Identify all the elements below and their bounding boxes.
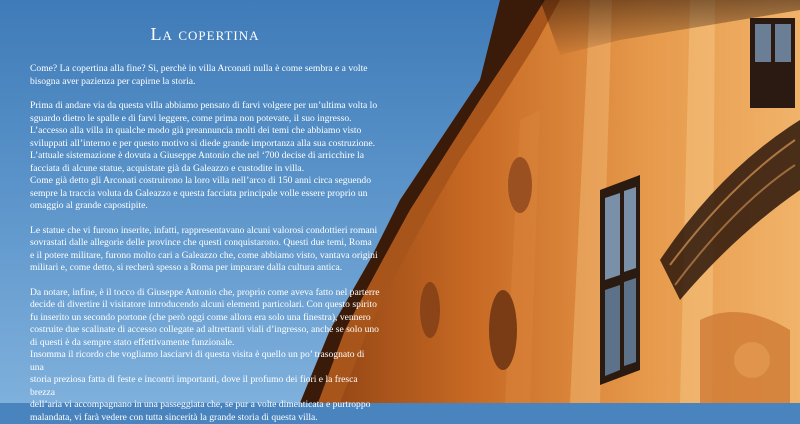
paragraph-conclusione (30, 287, 380, 424)
text-panel (30, 0, 380, 403)
text-line: omaggio al grande capostipite. (30, 200, 380, 213)
text-line: L’accesso alla villa in qualche modo già preannuncia molti dei temi che abbiamo visto (30, 125, 380, 138)
text-line: fu inserito un secondo portone (che però oggi come allora era solo una finestra), vennero (30, 312, 380, 325)
text-line: storia preziosa fatta di feste e incontri importanti, dove il profumo dei fiori e la fresca brezza (30, 374, 380, 399)
text-line: sempre la traccia voluta da Galeazzo e questa facciata principale volle essere proprio un (30, 188, 380, 201)
paragraph-ingresso (30, 100, 380, 213)
text-line: malandata, vi farà vedere con tutta sincerità la grande storia di questa villa. (30, 412, 380, 424)
text-line: Insomma il ricordo che vogliamo lasciarvi di questa visita è quello un po’ trasognato di una (30, 349, 380, 374)
text-line: bisogna aver pazienza per capirne la storia. (30, 76, 380, 89)
paragraph-intro (30, 63, 380, 88)
text-line: e il potere militare, furono molto cari a Galeazzo che, come abbiamo visto, vantava origini (30, 250, 380, 263)
text-line: facciata di alcune statue, acquistate già da Galeazzo e custodite in villa. (30, 163, 380, 176)
text-line: sviluppati all’interno e per questo motivo si diede grande importanza alla sua costruzione. (30, 138, 380, 151)
text-line: L’attuale sistemazione è dovuta a Giuseppe Antonio che nel ‘700 decise di arricchire la (30, 150, 380, 163)
text-line: sovrastati dalle allegorie delle province che questi conquistarono. Questi due temi, Roma (30, 237, 380, 250)
text-line: Prima di andare via da questa villa abbiamo pensato di farvi volgere per un’ultima volta lo (30, 100, 380, 113)
text-line: decide di divertire il visitatore introducendo alcuni elementi particolari. Con questo spirito (30, 299, 380, 312)
text-line: dell’aria vi accompagnano in una passeggiata che, se pur a volte dimenticata e purtroppo (30, 399, 380, 412)
paragraph-statue (30, 225, 380, 275)
text-line: Da notare, infine, è il tocco di Giuseppe Antonio che, proprio come aveva fatto nel parterre (30, 287, 380, 300)
page-title: La copertina (30, 24, 380, 45)
text-line: costruite due scalinate di accesso collegate ad altrettanti viali d’ingresso, anche se solo uno (30, 324, 380, 337)
text-line: Le statue che vi furono inserite, infatti, rappresentavano alcuni valorosi condottieri romani (30, 225, 380, 238)
text-line: Come? La copertina alla fine? Si, perchè in villa Arconati nulla è come sembra e a volte (30, 63, 380, 76)
text-line: militari e, come detto, si recherà spesso a Roma per imparare dalla cultura antica. (30, 262, 380, 275)
text-line: di questi è da sempre stato effettivamente funzionale. (30, 337, 380, 350)
text-line: sguardo dietro le spalle e di farvi leggere, come prima non potevate, il suo ingresso. (30, 113, 380, 126)
text-line: Come già detto gli Arconati costruirono la loro villa nell’arco di 150 anni circa seguendo (30, 175, 380, 188)
